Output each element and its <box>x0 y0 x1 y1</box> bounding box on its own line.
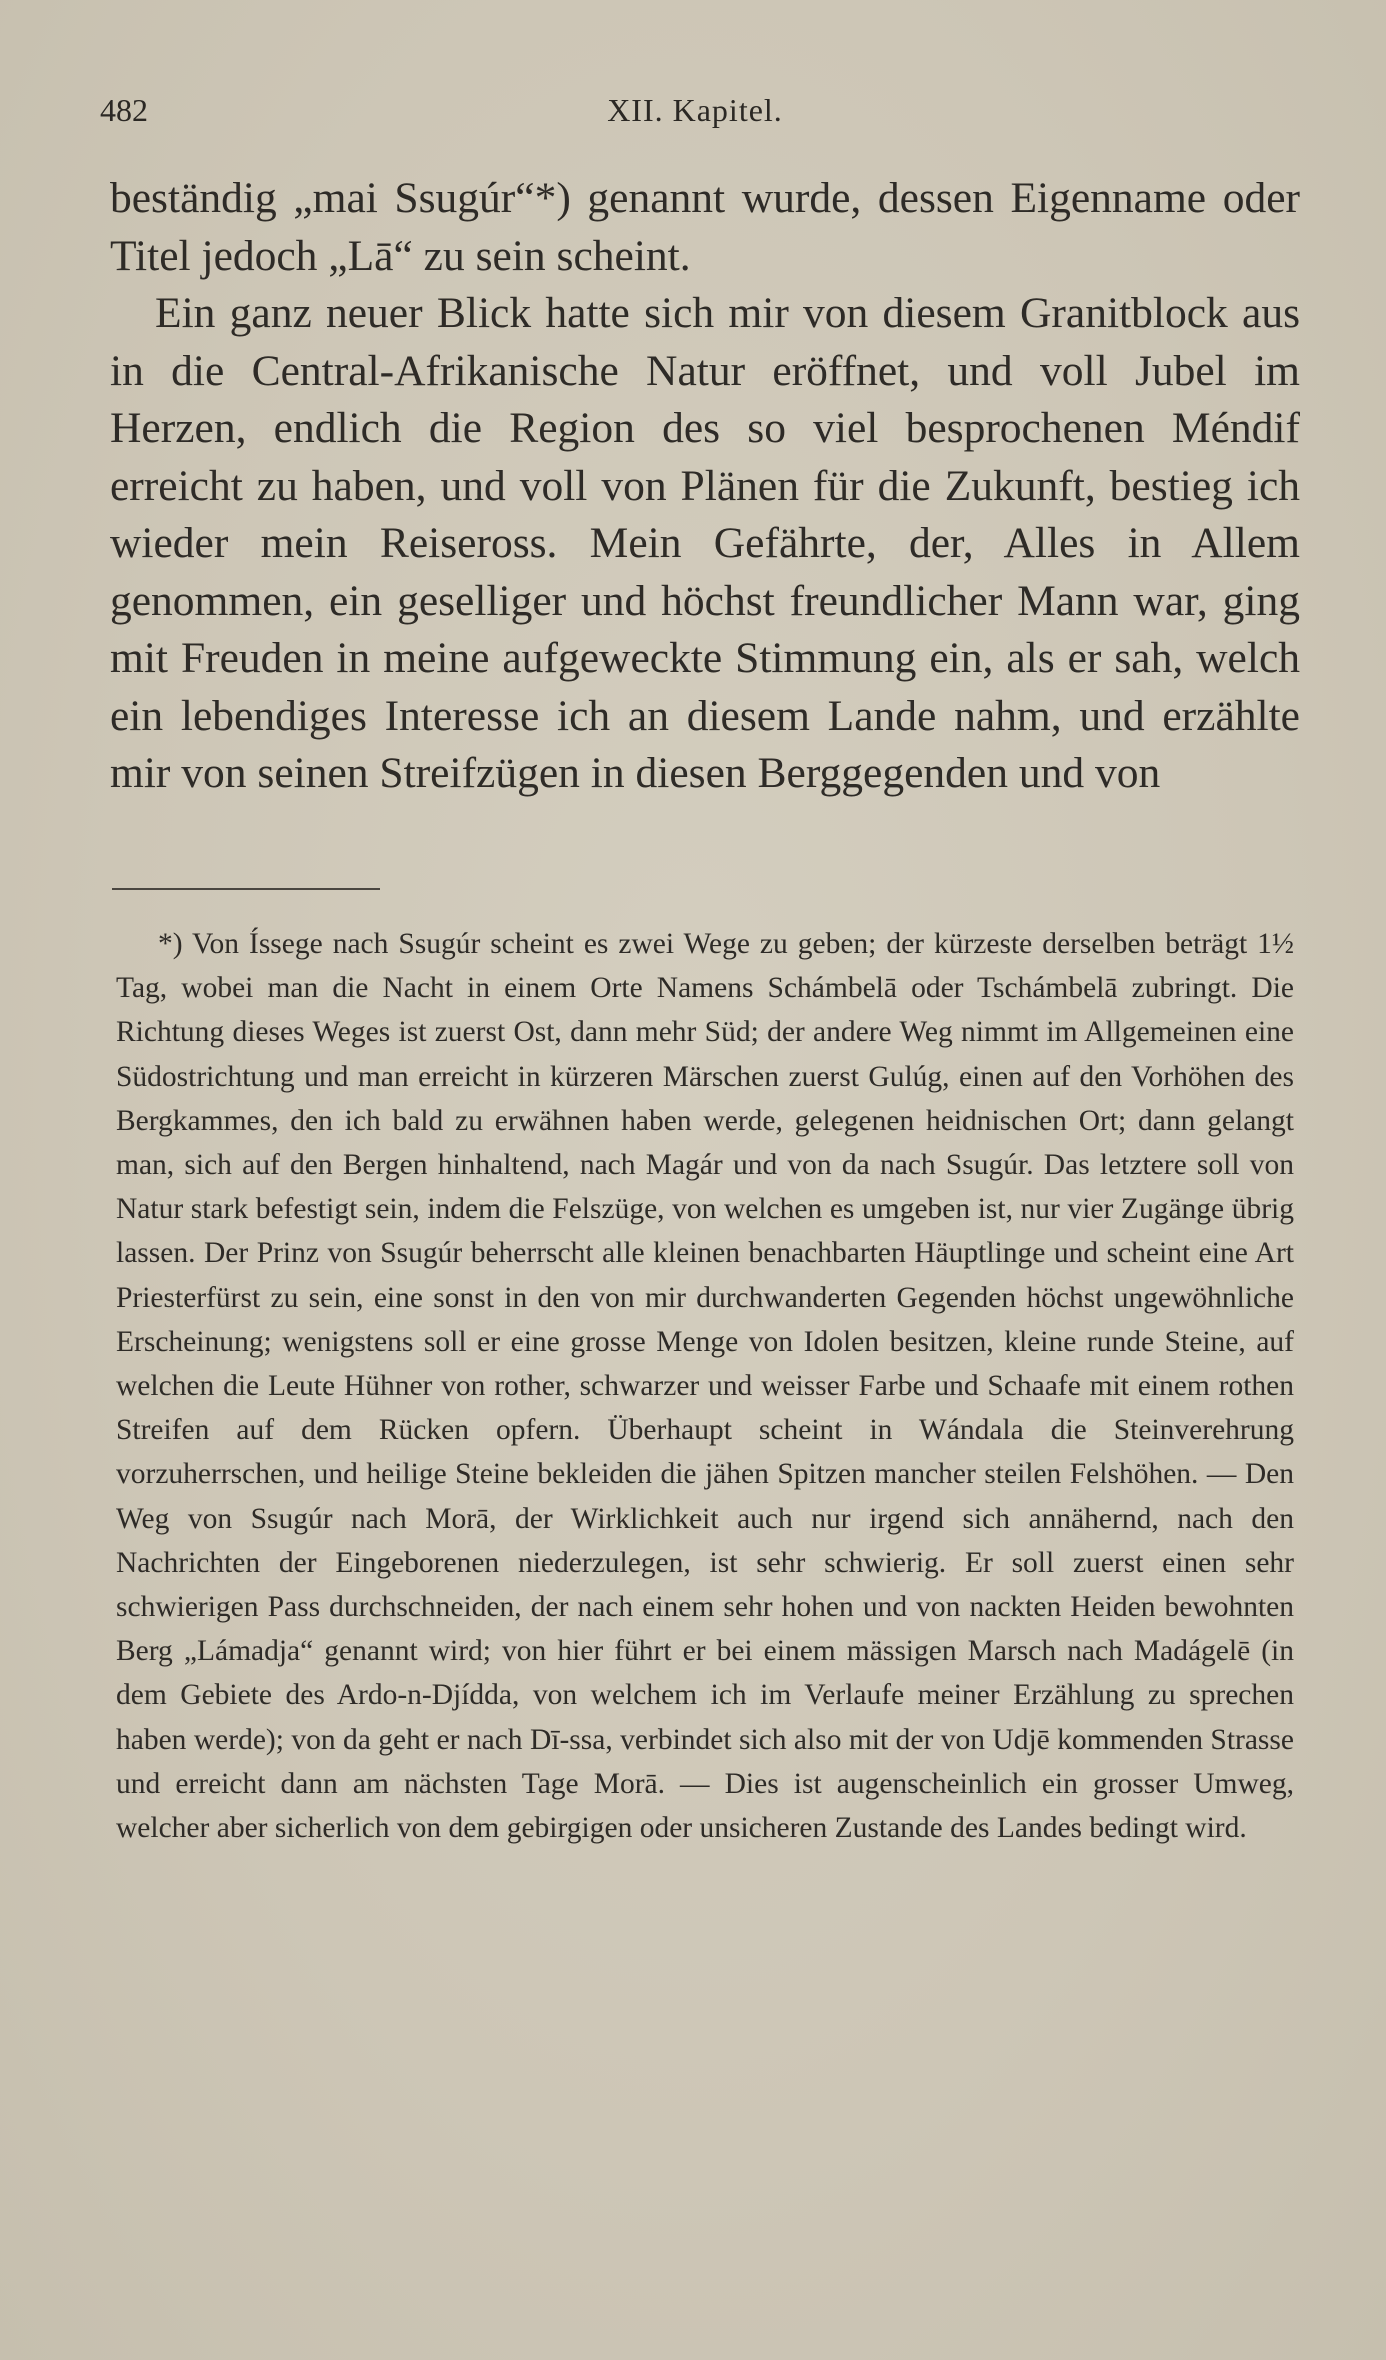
paragraph-1: beständig „mai Ssugúr“*) genannt wurde, dessen Eigenname oder Titel jedoch „Lā“ zu sein scheint. <box>110 174 1300 280</box>
page-number: 482 <box>100 92 148 128</box>
footnote <box>116 922 1294 1850</box>
chapter-title: XII. Kapitel. <box>607 92 783 128</box>
footnote-text: *) Von Íssege nach Ssugúr scheint es zwei Wege zu geben; der kürzeste derselben beträgt 1½ Tag, wobei man die Nacht in einem Orte Namens Schámbelā oder Tschámbelā zubringt. Die Richtung dieses Weges ist zuerst Ost, dann mehr Süd; der andere Weg nimmt im Allgemeinen eine Südostrichtung und man erreicht in kürzeren Märschen zuerst Gulúg, einen auf den Vorhöhen des Bergkammes, den ich bald zu erwähnen haben werde, gelegenen heidnischen Ort; dann gelangt man, sich auf den Bergen hinhaltend, nach Magár und von da nach Ssugúr. Das letztere soll von Natur stark befestigt sein, indem die Felszüge, von welchen es umgeben ist, nur vier Zugänge übrig lassen. Der Prinz von Ssugúr beherrscht alle kleinen benachbarten Häuptlinge und scheint eine Art Priesterfürst zu sein, eine sonst in den von mir durchwanderten Gegenden höchst ungewöhnliche Erscheinung; wenigstens soll er eine grosse Menge von Idolen besitzen, kleine runde Steine, auf welchen die Leute Hühner von rother, schwarzer und weisser Farbe und Schaafe mit einem rothen Streifen auf dem Rücken opfern. Überhaupt scheint in Wándala die Steinverehrung vorzuherrschen, und heilige Steine bekleiden die jähen Spitzen mancher steilen Felshöhen. — Den Weg von Ssugúr nach Morā, der Wirklichkeit auch nur irgend sich annähernd, nach den Nachrichten der Eingeborenen niederzulegen, ist sehr schwierig. Er soll zuerst einen sehr schwierigen Pass durchschneiden, der nach einem sehr hohen und von nackten Heiden bewohnten Berg „Lámadja“ genannt wird; von hier führt er bei einem mässigen Marsch nach Madágelē (in dem Gebiete des Ardo-n-Djídda, von welchem ich im Verlaufe meiner Erzählung zu sprechen haben werde); von da geht er nach Dī-ssa, verbindet sich also mit der von Udjē kommenden Strasse und erreicht dann am nächsten Tage Morā. — Dies ist augenscheinlich ein grosser Umweg, welcher aber sicherlich von dem gebirgigen oder unsicheren Zustande des Landes bedingt wird. <box>116 928 1294 1845</box>
running-head <box>100 92 1290 132</box>
footnote-divider <box>112 888 380 890</box>
paragraph-2: Ein ganz neuer Blick hatte sich mir von diesem Granitblock aus in die Central-Afrikanische Natur eröffnet, und voll Jubel im Herzen, endlich die Region des so viel besprochenen Méndif erreicht zu haben, und voll von Plänen für die Zukunft, bestieg ich wieder mein Reiseross. Mein Gefährte, der, Alles in Allem genommen, ein geselliger und höchst freundlicher Mann war, ging mit Freuden in meine aufgeweckte Stimmung ein, als er sah, welch ein lebendiges Interesse ich an diesem Lande nahm, und erzählte mir von seinen Streifzügen in diesen Berggegenden und von <box>110 289 1300 797</box>
main-text <box>110 170 1300 803</box>
